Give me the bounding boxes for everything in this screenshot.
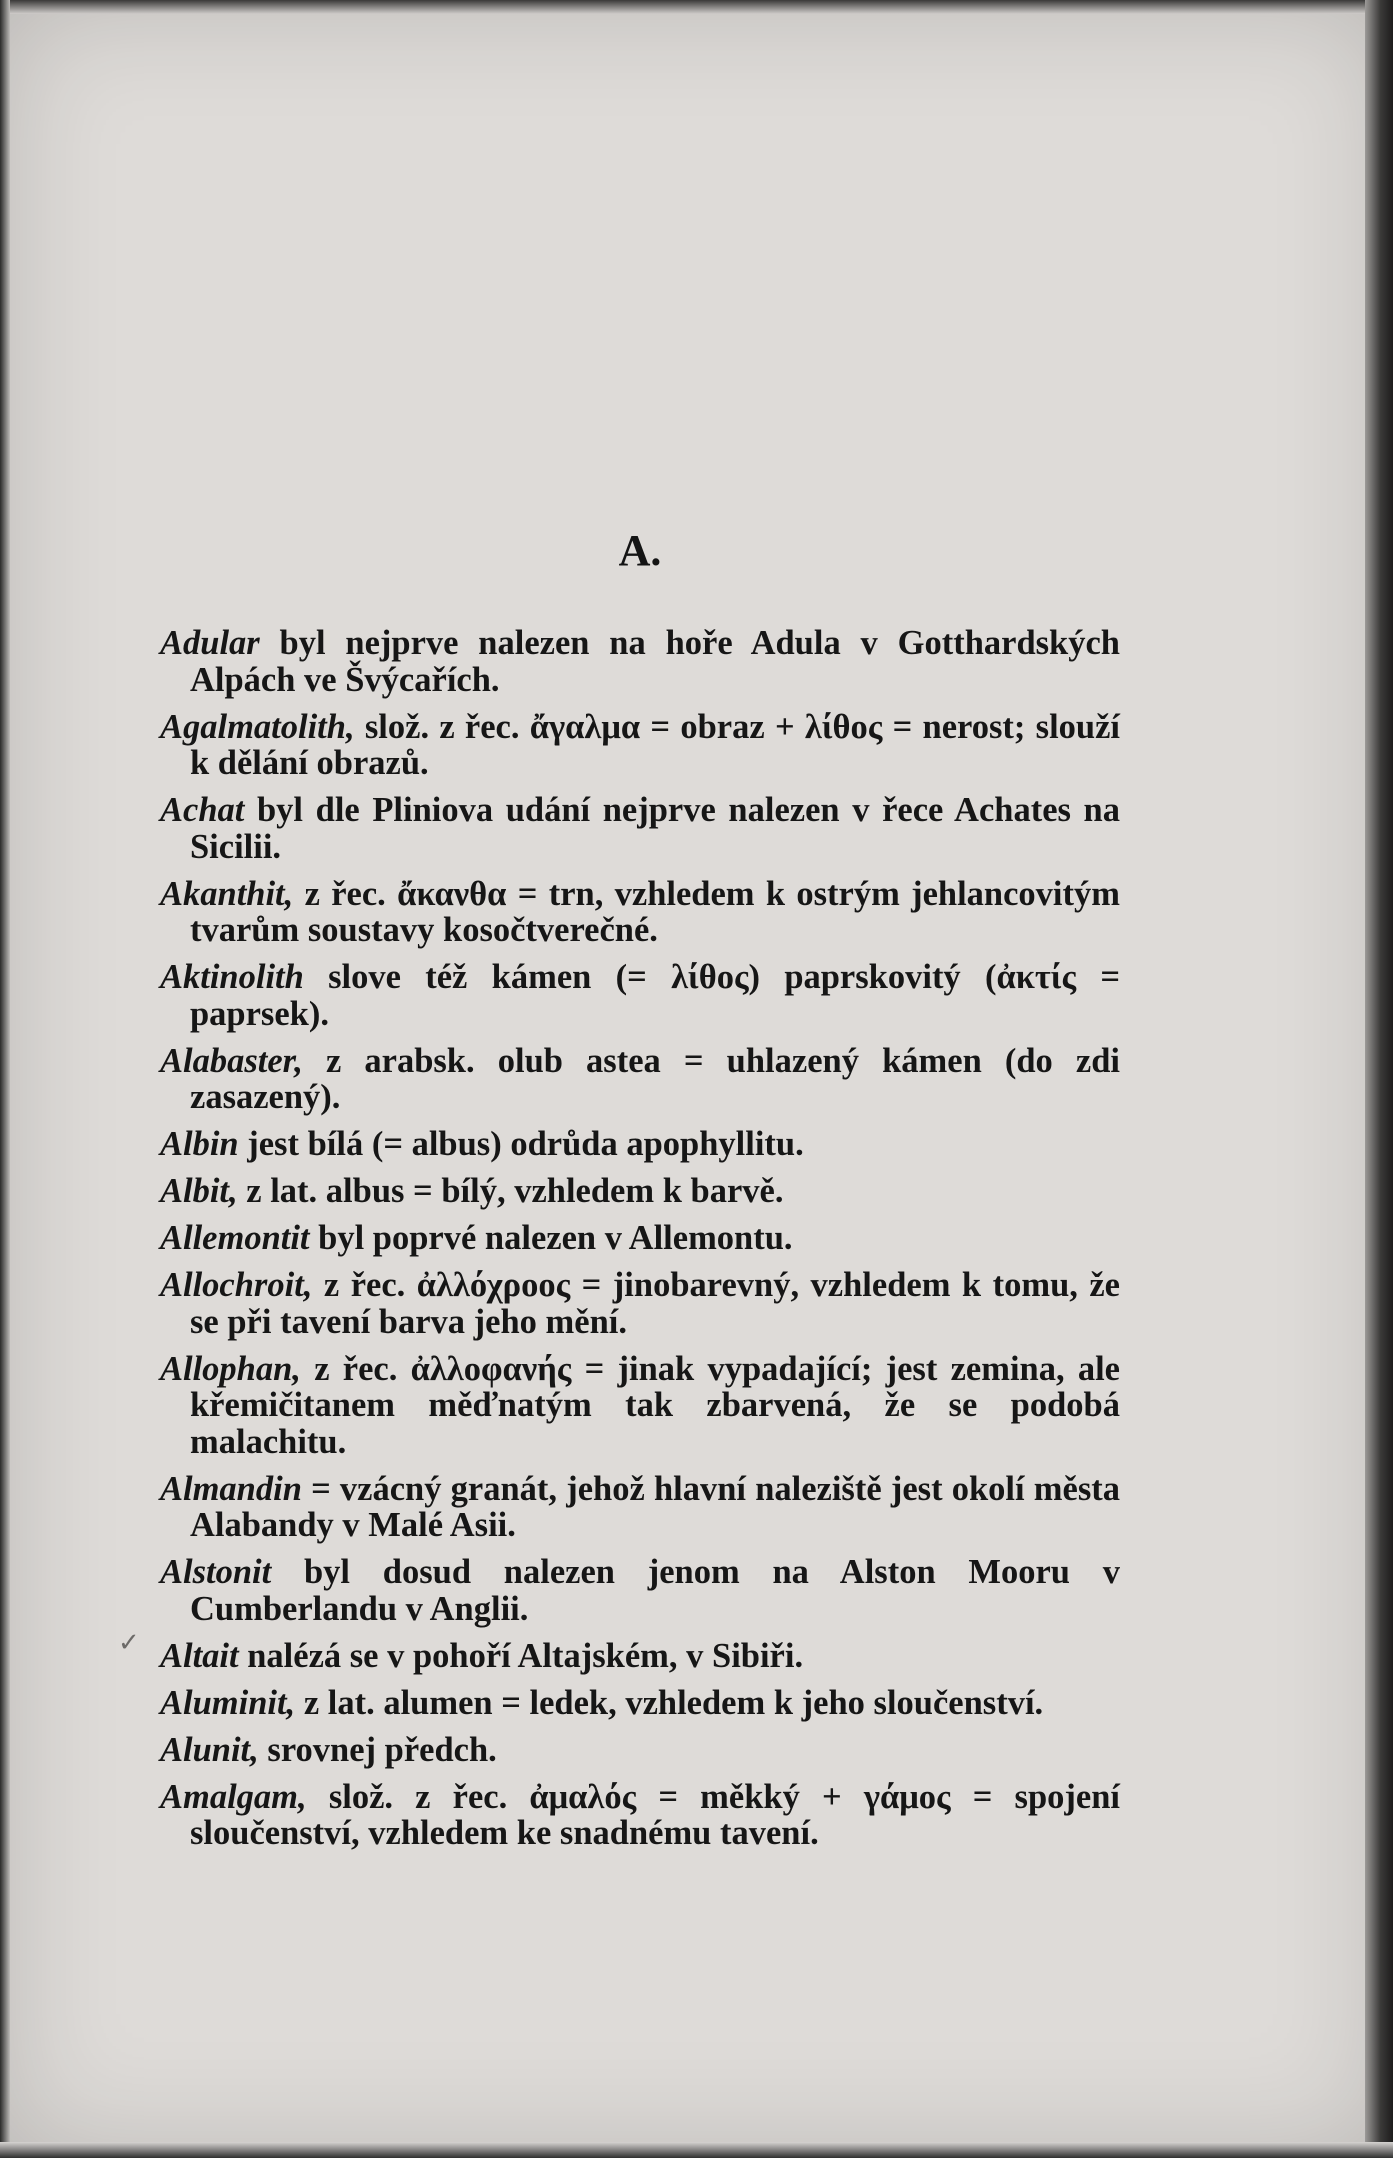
entry-term: Alunit, [160,1730,259,1769]
glossary-entry [160,1471,1120,1544]
entry-term: Alabaster, [160,1041,303,1080]
entry-text: slove též kámen (= λίθος) paprskovitý (ἀκτίς = paprsek). [190,958,1120,1033]
glossary-entry [160,1126,1120,1163]
glossary-entry [160,959,1120,1032]
entry-term: Alstonit [160,1553,272,1591]
entry-text: jest bílá (= albus) odrůda apophyllitu. [238,1125,804,1163]
glossary-entry [160,1220,1120,1257]
entry-text: z řec. ἀλλοφανής = jinak vypadající; jest zemina, ale křemičitanem měďnatým tak zbarvená, že se podobá malachitu. [190,1349,1120,1461]
page-edge-top [0,0,1393,14]
page-edge-bottom [0,2142,1393,2158]
glossary-entry [160,1267,1120,1340]
entry-text: z řec. ἀλλόχροος = jinobarevný, vzhledem k tomu, že se při tavení barva jeho mění. [190,1266,1120,1341]
glossary-entry [160,876,1120,949]
entry-text: nalézá se v pohoří Altajském, v Sibiři. [238,1636,804,1675]
entry-term: Akanthit, [160,874,294,913]
entry-text: byl dosud nalezen jenom na Alston Mooru v Cumberlandu v Anglii. [190,1553,1120,1628]
glossary-entry [160,1732,1120,1769]
entry-term: Agalmatolith, [160,707,355,746]
glossary-entry [160,1779,1120,1852]
entry-text: slož. z řec. ἄγαλμα = obraz + λίθος = nerost; slouží k dělání obrazů. [190,707,1120,782]
entry-text: z řec. ἄκανθα = trn, vzhledem k ostrým jehlancovitým tvarům soustavy kosočtverečné. [190,874,1120,949]
entry-text: = vzácný granát, jehož hlavní naleziště jest okolí města Alabandy v Malé Asii. [190,1469,1120,1544]
entry-term: Achat [160,791,245,829]
entry-term: Albin [160,1125,239,1163]
entry-term: Allemontit [160,1219,310,1257]
entry-text: z lat. alumen = ledek, vzhledem k jeho sloučenství. [295,1683,1044,1722]
glossary-entry [160,1685,1120,1722]
entry-term: Allochroit, [160,1266,313,1304]
glossary-list [160,625,1120,1862]
entry-text: slož. z řec. ἀμαλός = měkký + γάμος = spojení sloučenství, vzhledem ke snadnému tavení. [190,1777,1120,1852]
entry-term: Adular [160,624,260,662]
entry-term: Aluminit, [160,1683,296,1722]
page-edge-right [1365,0,1393,2158]
entry-term: Allophan, [160,1349,301,1388]
glossary-entry [160,1638,1120,1675]
entry-text: srovnej předch. [258,1730,497,1769]
glossary-entry [160,625,1120,698]
entry-text: byl poprvé nalezen v Allemontu. [309,1219,793,1257]
glossary-entry [160,1351,1120,1461]
glossary-entry [160,709,1120,782]
entry-term: Albit, [160,1172,238,1210]
entry-text: byl nejprve nalezen na hoře Adula v Gotthardských Alpách ve Švýcařích. [190,624,1120,699]
entry-term: Almandin [160,1469,302,1508]
entry-term: Altait [160,1636,239,1675]
entry-text: byl dle Pliniova udání nejprve nalezen v řece Achates na Sicilii. [190,791,1120,866]
glossary-entry [160,792,1120,865]
entry-text: z lat. albus = bílý, vzhledem k barvě. [237,1172,784,1210]
entry-text: z arabsk. olub astea = uhlazený kámen (do zdi zasazený). [190,1041,1120,1116]
pencil-mark: ✓ [118,1628,140,1658]
page-edge-left [0,0,10,2158]
section-heading: A. [618,526,662,575]
glossary-entry [160,1554,1120,1627]
glossary-entry [160,1173,1120,1210]
entry-term: Amalgam, [160,1777,307,1816]
glossary-entry [160,1043,1120,1116]
entry-term: Aktinolith [160,958,304,996]
